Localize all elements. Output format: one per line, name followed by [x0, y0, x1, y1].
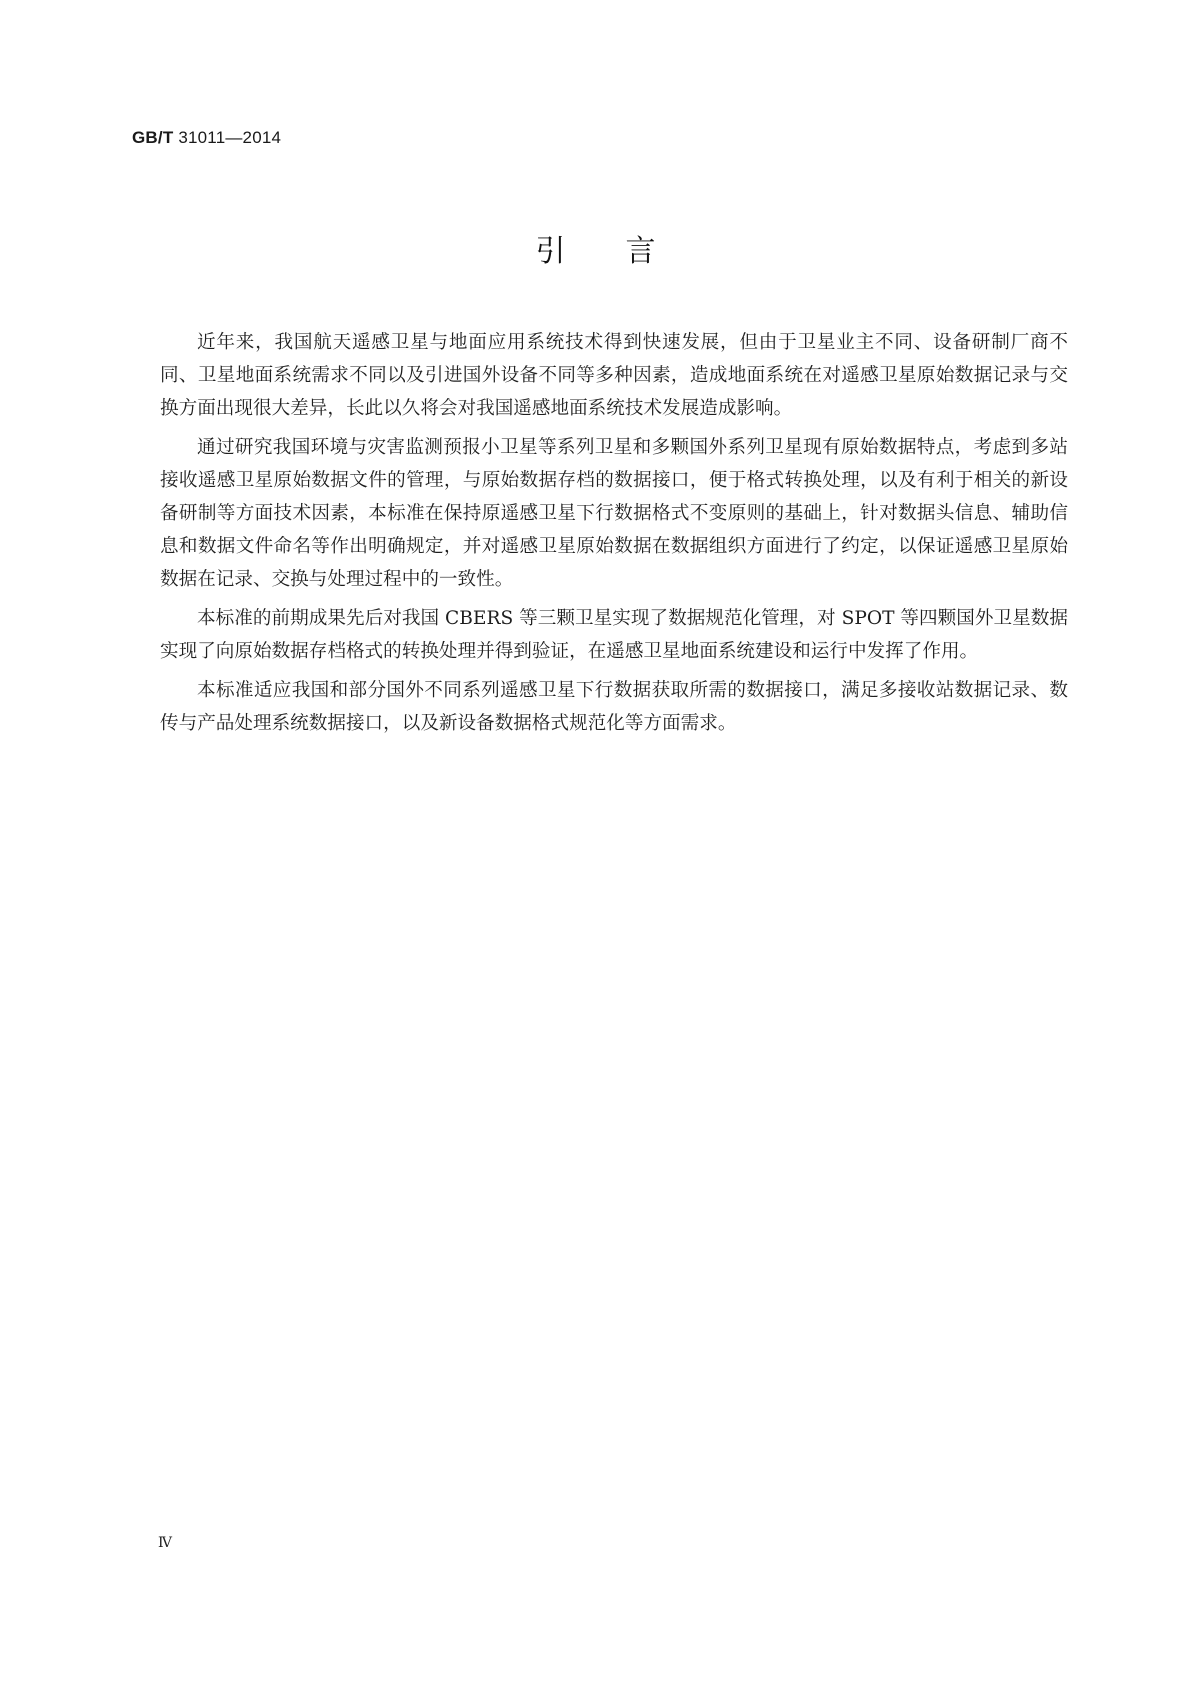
standard-code-header: [132, 128, 281, 148]
paragraph-3: 本标准的前期成果先后对我国 CBERS 等三颗卫星实现了数据规范化管理，对 SPOT 等四颗国外卫星数据实现了向原始数据存档格式的转换处理并得到验证，在遥感卫星地面系统建设和运行中发挥了作用。: [160, 608, 1068, 662]
paragraph-4: 本标准适应我国和部分国外不同系列遥感卫星下行数据获取所需的数据接口，满足多接收站数据记录、数传与产品处理系统数据接口，以及新设备数据格式规范化等方面需求。: [160, 680, 1068, 734]
standard-number: 31011—2014: [173, 128, 282, 147]
page-number: Ⅳ: [158, 1535, 172, 1551]
paragraph-2: 通过研究我国环境与灾害监测预报小卫星等系列卫星和多颗国外系列卫星现有原始数据特点，考虑到多站接收遥感卫星原始数据文件的管理，与原始数据存档的数据接口，便于格式转换处理，以及有利于相关的新设备研制等方面技术因素，本标准在保持原遥感卫星下行数据格式不变原则的基础上，针对数据头信息、辅助信息和数据文件命名等作出明确规定，并对遥感卫星原始数据在数据组织方面进行了约定，以保证遥感卫星原始数据在记录、交换与处理过程中的一致性。: [160, 437, 1068, 590]
page-title: 引言: [535, 234, 716, 269]
standard-prefix: GB/T: [132, 128, 174, 147]
paragraph-1: 近年来，我国航天遥感卫星与地面应用系统技术得到快速发展，但由于卫星业主不同、设备研制厂商不同、卫星地面系统需求不同以及引进国外设备不同等多种因素，造成地面系统在对遥感卫星原始数据记录与交换方面出现很大差异，长此以久将会对我国遥感地面系统技术发展造成影响。: [160, 332, 1068, 419]
introduction-body: [160, 326, 1068, 746]
